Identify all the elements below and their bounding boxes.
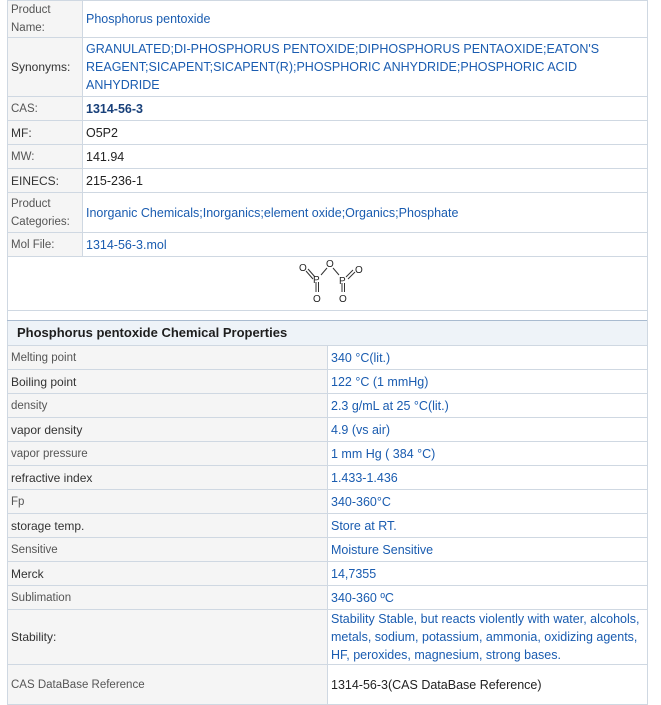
mw-label: MW: — [8, 145, 83, 169]
density-value: 2.3 g/mL at 25 °C(lit.) — [328, 394, 648, 418]
melting-point-value: 340 °C(lit.) — [328, 346, 648, 370]
table-row — [8, 394, 648, 418]
vapor-density-label: vapor density — [8, 418, 328, 442]
atom-p-label: P — [339, 276, 346, 287]
mol-file-link[interactable]: 1314-56-3.mol — [83, 233, 648, 257]
refractive-index-label: refractive index — [8, 466, 328, 490]
atom-o-label: O — [355, 265, 363, 276]
melting-point-label: Melting point — [8, 346, 328, 370]
merck-label: Merck — [8, 562, 328, 586]
sensitive-value: Moisture Sensitive — [328, 538, 648, 562]
categories-value[interactable]: Inorganic Chemicals;Inorganics;element oxide;Organics;Phosphate — [83, 193, 648, 233]
table-row — [8, 370, 648, 394]
merck-value: 14,7355 — [328, 562, 648, 586]
cas-database-link[interactable]: 1314-56-3(CAS DataBase Reference) — [328, 665, 648, 705]
mf-value: O5P2 — [83, 121, 648, 145]
atom-o-label: O — [299, 263, 307, 274]
synonyms-value: GRANULATED;DI-PHOSPHORUS PENTOXIDE;DIPHOSPHORUS PENTAOXIDE;EATON'S REAGENT;SICAPENT;SICAPENT(R);PHOSPHORIC ANHYDRIDE;PHOSPHORIC ACID ANHYDRIDE — [83, 38, 648, 97]
table-row — [8, 466, 648, 490]
section-title: Phosphorus pentoxide Chemical Properties — [8, 321, 648, 346]
table-row — [8, 97, 648, 121]
boiling-point-label: Boiling point — [8, 370, 328, 394]
stability-label: Stability: — [8, 610, 328, 665]
atom-o-label: O — [313, 294, 321, 305]
sublimation-value: 340-360 ºC — [328, 586, 648, 610]
table-row — [8, 38, 648, 97]
table-row — [8, 665, 648, 705]
table-row — [8, 514, 648, 538]
chemical-properties-table — [7, 320, 648, 705]
vapor-pressure-label: vapor pressure — [8, 442, 328, 466]
molecule-structure-diagram — [284, 257, 374, 305]
mol-file-label: Mol File: — [8, 233, 83, 257]
cas-database-label: CAS DataBase Reference — [8, 665, 328, 705]
einecs-label: EINECS: — [8, 169, 83, 193]
table-row — [8, 169, 648, 193]
refractive-index-value: 1.433-1.436 — [328, 466, 648, 490]
product-info-table — [7, 0, 648, 311]
section-spacer — [7, 311, 648, 320]
table-row — [8, 346, 648, 370]
categories-label: Product Categories: — [8, 193, 83, 233]
mw-value: 141.94 — [83, 145, 648, 169]
storage-temp-value: Store at RT. — [328, 514, 648, 538]
table-row — [8, 121, 648, 145]
mf-label: MF: — [8, 121, 83, 145]
table-row — [8, 538, 648, 562]
einecs-value: 215-236-1 — [83, 169, 648, 193]
boiling-point-value: 122 °C (1 mmHg) — [328, 370, 648, 394]
table-row — [8, 193, 648, 233]
density-label: density — [8, 394, 328, 418]
sublimation-label: Sublimation — [8, 586, 328, 610]
section-header — [8, 321, 648, 346]
table-row — [8, 442, 648, 466]
atom-p-label: P — [313, 275, 320, 286]
product-name-label: Product Name: — [8, 1, 83, 38]
stability-value: Stability Stable, but reacts violently with water, alcohols, metals, sodium, potassium, ammonia, oxidizing agents, HF, peroxides, magnesium, strong bases. — [328, 610, 648, 665]
table-row — [8, 233, 648, 257]
cas-value[interactable]: 1314-56-3 — [83, 97, 648, 121]
vapor-pressure-value: 1 mm Hg ( 384 °C) — [328, 442, 648, 466]
page — [7, 0, 648, 705]
product-name-value: Phosphorus pentoxide — [83, 1, 648, 38]
table-row — [8, 586, 648, 610]
table-row — [8, 1, 648, 38]
cas-label: CAS: — [8, 97, 83, 121]
storage-temp-label: storage temp. — [8, 514, 328, 538]
atom-o-label: O — [326, 259, 334, 270]
synonyms-label: Synonyms: — [8, 38, 83, 97]
table-row — [8, 418, 648, 442]
structure-row — [8, 257, 648, 311]
table-row — [8, 562, 648, 586]
sensitive-label: Sensitive — [8, 538, 328, 562]
table-row — [8, 145, 648, 169]
table-row — [8, 490, 648, 514]
table-row — [8, 610, 648, 665]
fp-value: 340-360°C — [328, 490, 648, 514]
structure-cell — [8, 257, 648, 311]
vapor-density-value: 4.9 (vs air) — [328, 418, 648, 442]
atom-o-label: O — [339, 294, 347, 305]
fp-label: Fp — [8, 490, 328, 514]
